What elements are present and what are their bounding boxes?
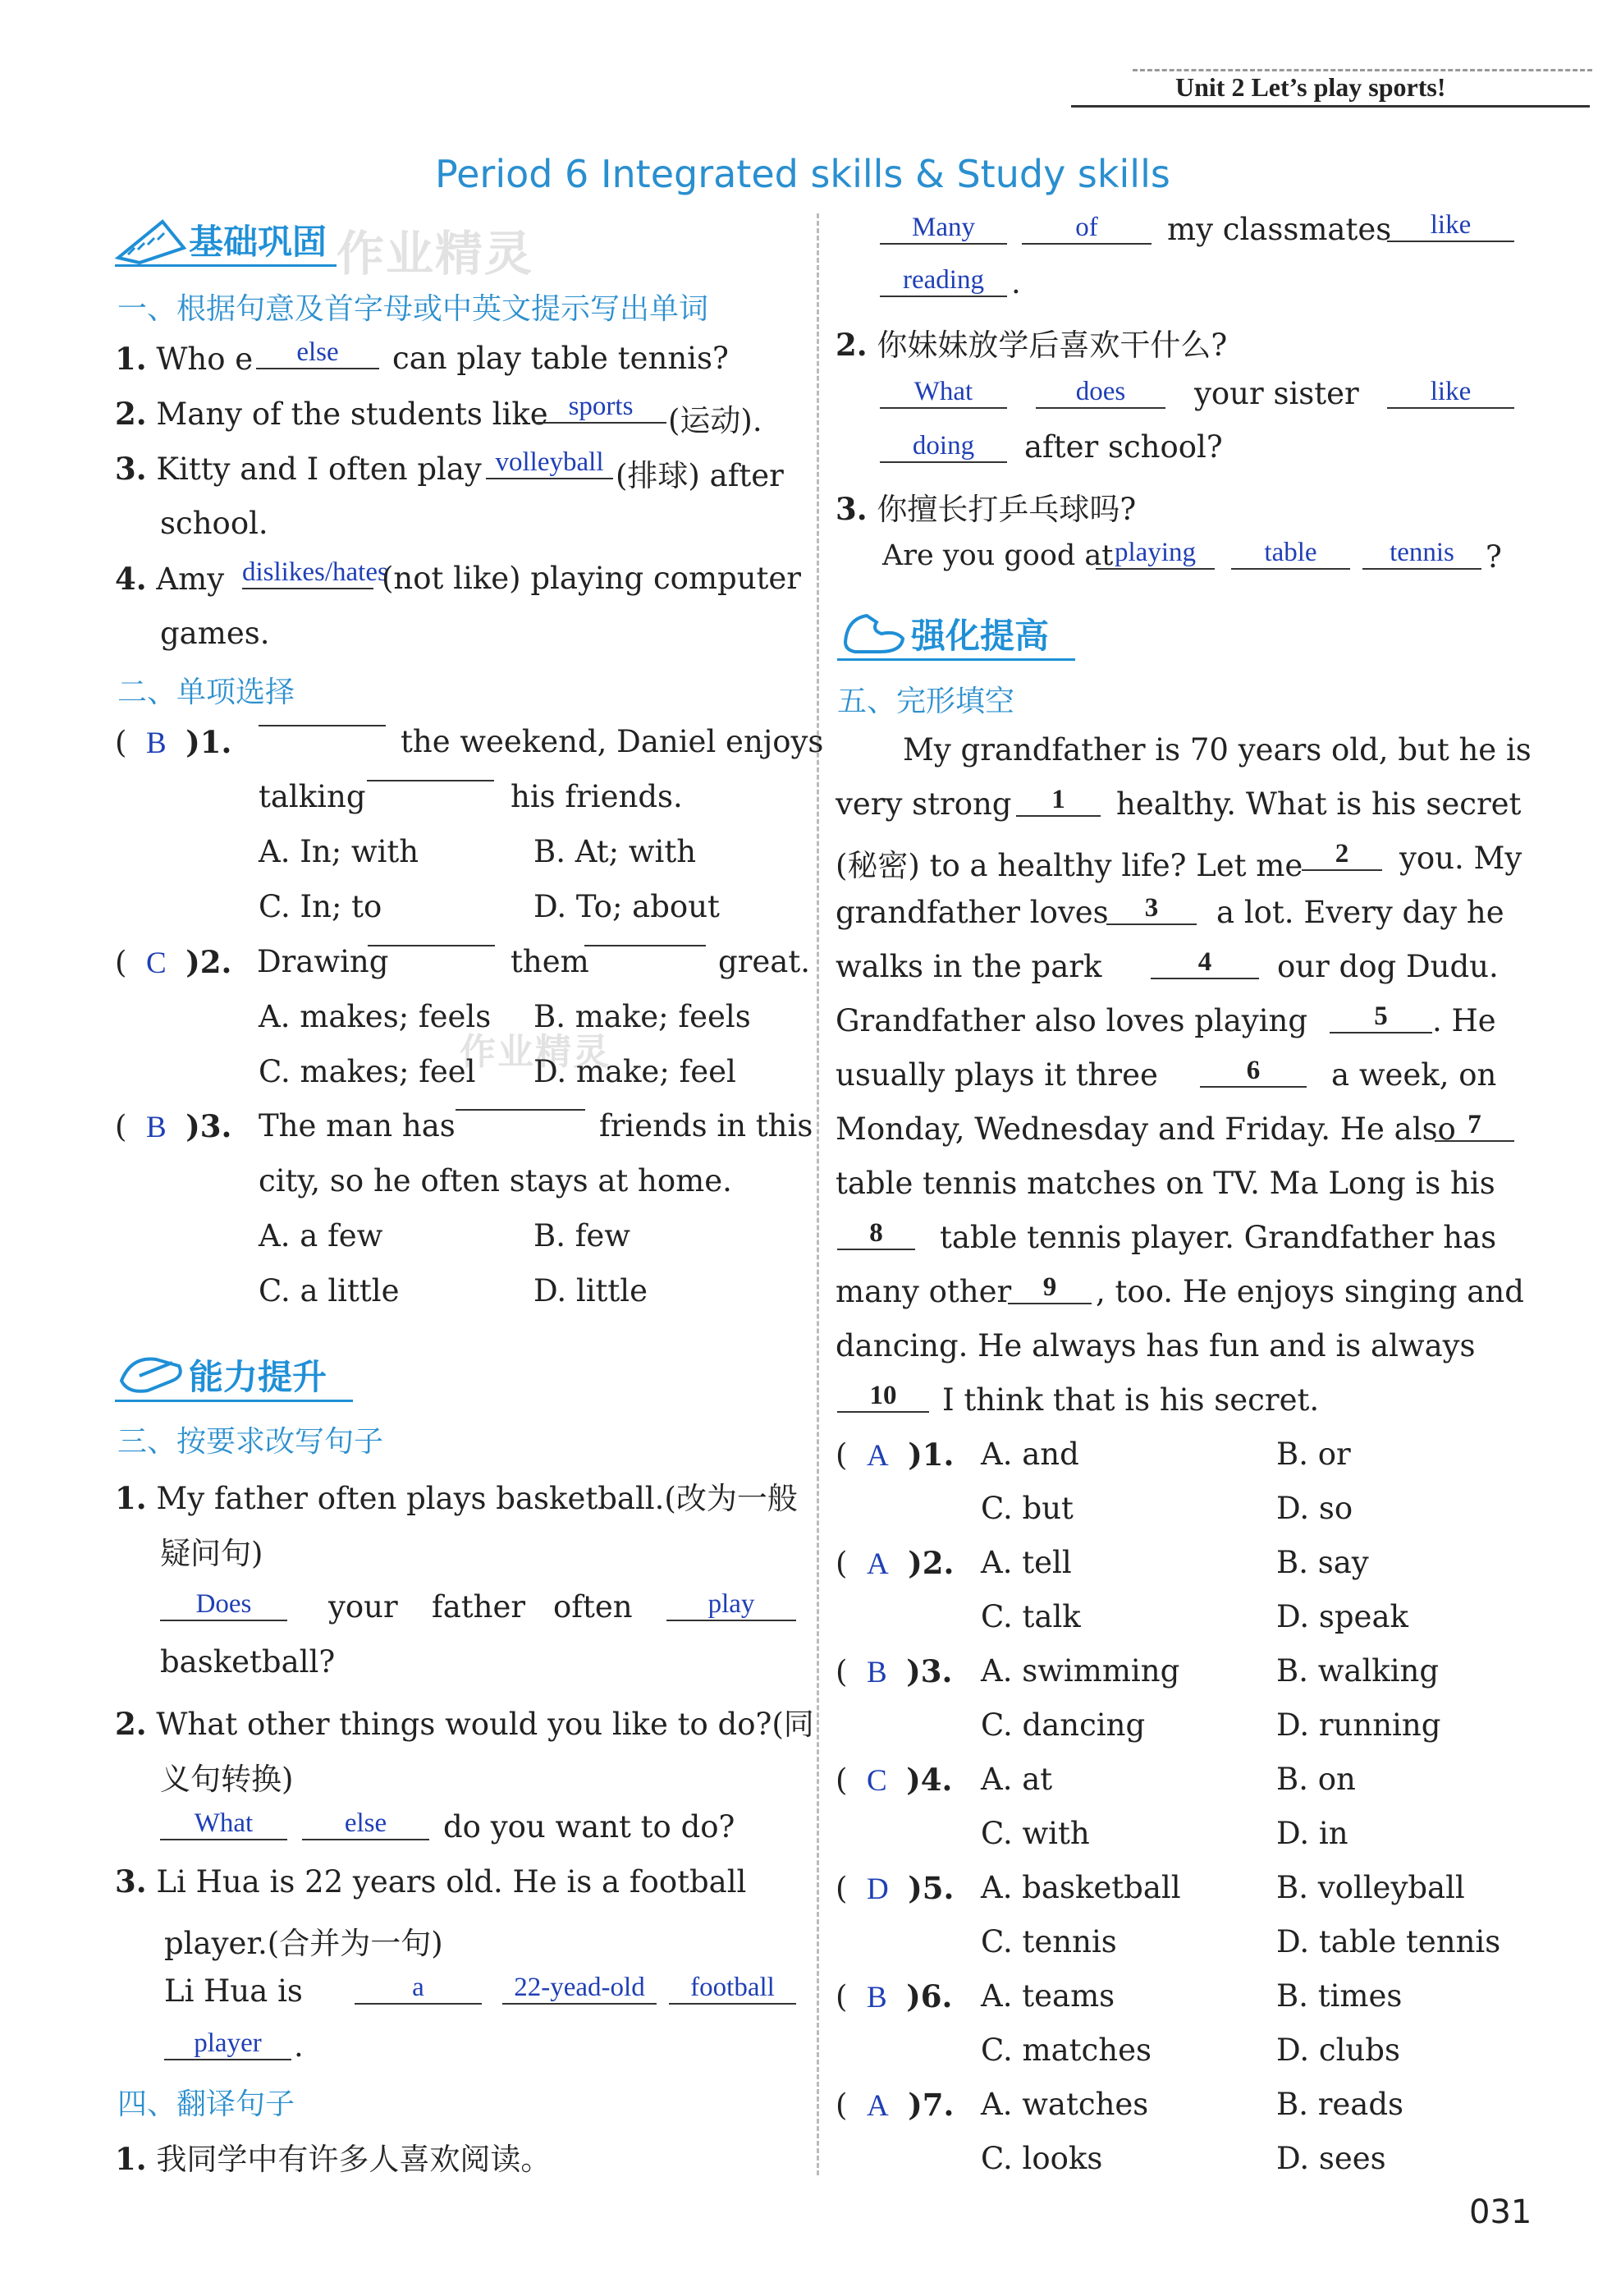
column-divider (817, 213, 819, 2175)
cloze-choice-6: ( B )6. (836, 1978, 953, 2014)
question-text: school. (160, 506, 268, 541)
part4-heading: 四、翻译句子 (117, 2087, 295, 2121)
answer-letter: A (866, 2089, 889, 2123)
question-text: them (511, 944, 589, 979)
answer-letter: B (145, 726, 167, 760)
option-c[interactable]: C. In; to (259, 889, 382, 924)
answer-blank[interactable]: tennis (1362, 537, 1481, 570)
question-text: friends in this (599, 1108, 813, 1143)
rewrite-question-3 (115, 1863, 746, 1900)
answer-letter: B (866, 1981, 887, 2014)
part5-heading: 五、完形填空 (837, 685, 1015, 718)
answer-blank[interactable] (368, 945, 495, 946)
answer-letter: D (866, 1872, 889, 1906)
chinese-sentence: 你妹妹放学后喜欢干什么? (877, 328, 1228, 363)
watermark: 作业精灵 (460, 1031, 611, 1073)
question-number: )2. (908, 1545, 955, 1581)
sentence-text: my classmates (1167, 212, 1392, 247)
question-text: Many of the students like (156, 396, 548, 432)
option-a[interactable]: A. teams (981, 1978, 1115, 2014)
cloze-blank-3[interactable]: 3 (1106, 892, 1197, 925)
option-c[interactable]: C. but (981, 1491, 1074, 1526)
rewrite-question-1 (115, 1473, 798, 1518)
sentence-period: . (1011, 265, 1021, 300)
chinese-sentence: 你擅长打乒乓球吗? (877, 492, 1137, 527)
question-text: do you want to do? (443, 1809, 735, 1845)
cloze-choice-4: ( C )4. (836, 1762, 953, 1798)
answer-blank[interactable]: play (666, 1588, 796, 1621)
answer-blank[interactable]: else (256, 337, 379, 369)
option-d[interactable]: D. sees (1276, 2141, 1386, 2176)
cloze-choice-5: ( D )5. (836, 1870, 955, 1906)
passage-line: a lot. Every day he (1216, 895, 1504, 930)
question-text: Kitty and I often play (156, 451, 482, 487)
question-text: Li Hua is 22 years old. He is a football (156, 1864, 747, 1900)
question-text: talking (259, 779, 366, 814)
cloze-blank-10[interactable]: 10 (837, 1380, 929, 1413)
option-b[interactable]: B. few (533, 1218, 630, 1253)
option-d[interactable]: D. To; about (533, 889, 720, 924)
cloze-blank-8[interactable]: 8 (837, 1217, 915, 1250)
option-b[interactable]: B. At; with (533, 834, 697, 869)
answer-blank[interactable]: What (160, 1808, 287, 1840)
option-c[interactable]: C. a little (259, 1273, 400, 1308)
question-number: )7. (908, 2087, 955, 2123)
option-d[interactable]: D. table tennis (1276, 1924, 1501, 1959)
question-text: city, so he often stays at home. (259, 1163, 732, 1198)
question-number: 1. (115, 341, 147, 377)
question-number: )3. (906, 1653, 953, 1689)
answer-blank[interactable]: volleyball (486, 447, 613, 479)
answer-letter: B (866, 1656, 887, 1689)
answer-blank[interactable]: Does (160, 1588, 287, 1621)
option-b[interactable]: B. on (1276, 1762, 1356, 1797)
passage-line: (秘密) to a healthy life? Let me (836, 848, 1303, 883)
option-a[interactable]: A. tell (981, 1545, 1072, 1580)
passage-line: a week, on (1331, 1057, 1497, 1093)
cloze-choice-3: ( B )3. (836, 1653, 953, 1689)
cloze-blank-5[interactable]: 5 (1330, 1001, 1432, 1033)
question-text: My father often plays basketball.(改为一般 (156, 1481, 798, 1516)
question-number: 2. (115, 1706, 147, 1742)
option-b[interactable]: B. say (1276, 1545, 1369, 1580)
passage-line: very strong (836, 786, 1012, 822)
option-a[interactable]: A. swimming (981, 1653, 1180, 1689)
passage-line: our dog Dudu. (1277, 949, 1499, 984)
question-number: 3. (115, 1863, 147, 1900)
sentence-text: Are you good at (882, 539, 1114, 572)
question-text: great. (718, 944, 810, 979)
question-text: games. (160, 616, 270, 651)
option-b[interactable]: B. volleyball (1276, 1870, 1465, 1905)
sentence-end: ? (1486, 539, 1502, 575)
option-d[interactable]: D. speak (1276, 1599, 1408, 1634)
sentence-text: your sister (1194, 376, 1359, 411)
q1-2 (115, 396, 548, 432)
answer-blank[interactable]: sports (535, 391, 666, 424)
q1-4 (115, 561, 224, 597)
option-b[interactable]: B. make; feels (533, 999, 751, 1034)
passage-line: Grandfather also loves playing (836, 1003, 1308, 1038)
option-c[interactable]: C. makes; feel (259, 1054, 476, 1089)
answer-letter: C (145, 946, 167, 980)
q1-1 (115, 341, 253, 377)
answer-blank[interactable]: a (355, 1972, 482, 2005)
question-number: )4. (906, 1762, 953, 1798)
passage-line: . He (1432, 1003, 1496, 1038)
option-b[interactable]: B. times (1276, 1978, 1403, 2014)
option-a[interactable]: A. basketball (981, 1870, 1181, 1905)
option-b[interactable]: B. or (1276, 1437, 1351, 1472)
question-text: (排球) after (616, 458, 784, 493)
question-text: 疑问句) (160, 1536, 263, 1571)
section-heading-basic: 基础巩固 (189, 222, 327, 262)
part1-heading: 一、根据句意及首字母或中英文提示写出单词 (117, 292, 709, 326)
option-d[interactable]: D. running (1276, 1707, 1441, 1743)
question-text: player.(合并为一句) (164, 1926, 443, 1961)
option-b[interactable]: B. reads (1276, 2087, 1404, 2122)
question-number: )1. (908, 1437, 955, 1473)
translate-question-1 (115, 2134, 551, 2179)
question-text: Li Hua is (164, 1973, 303, 2009)
answer-letter: B (145, 1111, 167, 1144)
sentence-period: . (294, 2028, 304, 2064)
passage-line: walks in the park (836, 949, 1102, 984)
passage-line: , too. He enjoys singing and (1096, 1274, 1524, 1309)
passage-line: My grandfather is 70 years old, but he is (903, 732, 1532, 768)
answer-blank[interactable] (259, 725, 386, 726)
cloze-choice-1: ( A )1. (836, 1437, 955, 1473)
question-text: 义句转换) (160, 1762, 294, 1797)
question-text: Who e (156, 341, 254, 377)
header-rule (1071, 105, 1590, 108)
option-d[interactable]: D. in (1276, 1816, 1348, 1851)
sentence-text: after school? (1024, 429, 1223, 465)
mc-question-3: ( B )3. (115, 1108, 232, 1144)
question-number: 4. (115, 561, 147, 597)
option-b[interactable]: B. walking (1276, 1653, 1440, 1689)
hand-writing-icon (115, 1348, 185, 1397)
option-c[interactable]: C. talk (981, 1599, 1081, 1634)
passage-line: grandfather loves (836, 895, 1109, 930)
cloze-blank-1[interactable]: 1 (1016, 784, 1101, 817)
rewrite-question-2 (115, 1699, 814, 1744)
answer-letter: A (866, 1547, 889, 1581)
question-text: his friends. (511, 779, 683, 814)
header-dashed-line (1133, 69, 1592, 71)
option-a[interactable]: A. makes; feels (259, 999, 492, 1034)
cloze-blank-7[interactable]: 7 (1435, 1109, 1514, 1142)
cloze-choice-7: ( A )7. (836, 2087, 955, 2123)
cloze-choice-2: ( A )2. (836, 1545, 955, 1581)
question-number: )3. (185, 1108, 232, 1144)
question-text: Drawing (257, 944, 389, 979)
question-text: can play table tennis? (392, 341, 729, 376)
passage-line: dancing. He always has fun and is always (836, 1328, 1476, 1363)
section-heading-ability: 能力提升 (189, 1357, 327, 1397)
answer-blank[interactable]: like (1387, 376, 1514, 409)
passage-line: many other (836, 1274, 1012, 1309)
page-title: Period 6 Integrated skills & Study skills (435, 152, 1170, 196)
answer-letter: A (866, 1439, 889, 1473)
question-number: 1. (115, 1480, 147, 1516)
question-number: 2. (836, 327, 868, 363)
answer-blank[interactable]: Many (880, 212, 1007, 245)
passage-line: healthy. What is his secret (1116, 786, 1522, 822)
sentence-word: basketball? (160, 1644, 336, 1680)
translate-question-2 (836, 320, 1227, 364)
answer-blank[interactable]: reading (880, 264, 1007, 297)
answer-blank[interactable] (367, 780, 494, 781)
translate-question-3 (836, 484, 1136, 529)
option-d[interactable]: D. little (533, 1273, 648, 1308)
answer-blank[interactable]: doing (880, 430, 1007, 463)
cloze-blank-9[interactable]: 9 (1008, 1272, 1092, 1304)
answer-blank[interactable]: 22-yead-old (502, 1972, 657, 2005)
option-d[interactable]: D. clubs (1276, 2032, 1400, 2068)
question-number: 1. (115, 2141, 147, 2177)
section-heading-advanced: 强化提高 (911, 616, 1050, 656)
answer-blank[interactable]: dislikes/hates (242, 557, 373, 589)
page-number: 031 (1469, 2193, 1532, 2231)
option-c[interactable]: C. tennis (981, 1924, 1117, 1959)
cloze-blank-2[interactable]: 2 (1302, 838, 1382, 871)
answer-blank[interactable]: does (1036, 376, 1165, 409)
option-d[interactable]: D. so (1276, 1491, 1353, 1526)
cloze-blank-4[interactable]: 4 (1151, 946, 1259, 979)
unit-header: Unit 2 Let’s play sports! (1175, 72, 1446, 102)
question-text: (not like) playing computer (382, 561, 801, 596)
passage-line: you. My (1399, 841, 1522, 876)
passage-line: table tennis matches on TV. Ma Long is his (836, 1166, 1495, 1201)
part3-heading: 三、按要求改写句子 (117, 1425, 384, 1459)
option-c[interactable]: C. matches (981, 2032, 1152, 2068)
question-text: What other things would you like to do?(同 (156, 1707, 814, 1742)
option-c[interactable]: C. dancing (981, 1707, 1146, 1743)
question-number: 3. (836, 491, 868, 527)
sentence-word: often (553, 1589, 633, 1625)
question-text: The man has (259, 1108, 456, 1143)
arm-strength-icon (839, 606, 909, 657)
q1-3 (115, 451, 482, 487)
chinese-sentence: 我同学中有许多人喜欢阅读。 (156, 2142, 552, 2177)
ruler-icon (113, 215, 189, 266)
question-number: 2. (115, 396, 147, 432)
answer-blank[interactable]: else (302, 1808, 429, 1840)
option-a[interactable]: A. and (981, 1437, 1079, 1472)
question-number: )2. (185, 944, 232, 980)
answer-blank[interactable] (584, 945, 706, 946)
option-a[interactable]: A. at (981, 1762, 1053, 1797)
option-a[interactable]: A. a few (259, 1218, 383, 1253)
answer-blank[interactable]: What (880, 376, 1007, 409)
mc-question-1: ( B )1. (115, 724, 232, 760)
question-text: Amy (156, 561, 225, 597)
option-c[interactable]: C. with (981, 1816, 1090, 1851)
option-a[interactable]: A. In; with (259, 834, 419, 869)
passage-line: table tennis player. Grandfather has (940, 1220, 1497, 1255)
question-text: the weekend, Daniel enjoys (401, 724, 824, 759)
question-number: )1. (185, 724, 232, 760)
passage-line: I think that is his secret. (942, 1382, 1320, 1418)
cloze-blank-6[interactable]: 6 (1200, 1055, 1307, 1088)
answer-blank[interactable]: playing (1096, 537, 1215, 570)
answer-letter: C (866, 1764, 887, 1798)
question-text: (运动). (668, 403, 762, 438)
passage-line: usually plays it three (836, 1057, 1158, 1093)
section-underline (115, 1400, 353, 1402)
answer-blank[interactable]: table (1231, 537, 1350, 570)
question-number: )5. (908, 1870, 955, 1906)
section-underline (837, 658, 1075, 661)
part2-heading: 二、单项选择 (117, 676, 295, 709)
answer-blank[interactable] (456, 1109, 585, 1111)
passage-line: Monday, Wednesday and Friday. He also (836, 1111, 1456, 1147)
answer-blank[interactable]: player (164, 2028, 291, 2060)
answer-blank[interactable]: football (669, 1972, 796, 2005)
sentence-word: father (432, 1589, 526, 1625)
question-number: 3. (115, 451, 147, 487)
sentence-word: your (328, 1589, 398, 1625)
answer-blank[interactable]: like (1387, 209, 1514, 242)
section-underline (115, 264, 337, 267)
option-d[interactable]: D. make; feel (533, 1054, 736, 1089)
option-c[interactable]: C. looks (981, 2141, 1103, 2176)
mc-question-2: ( C )2. (115, 944, 232, 980)
option-a[interactable]: A. watches (981, 2087, 1149, 2122)
answer-blank[interactable]: of (1022, 212, 1152, 245)
question-number: )6. (906, 1978, 953, 2014)
watermark: 作业精灵 (337, 226, 534, 282)
